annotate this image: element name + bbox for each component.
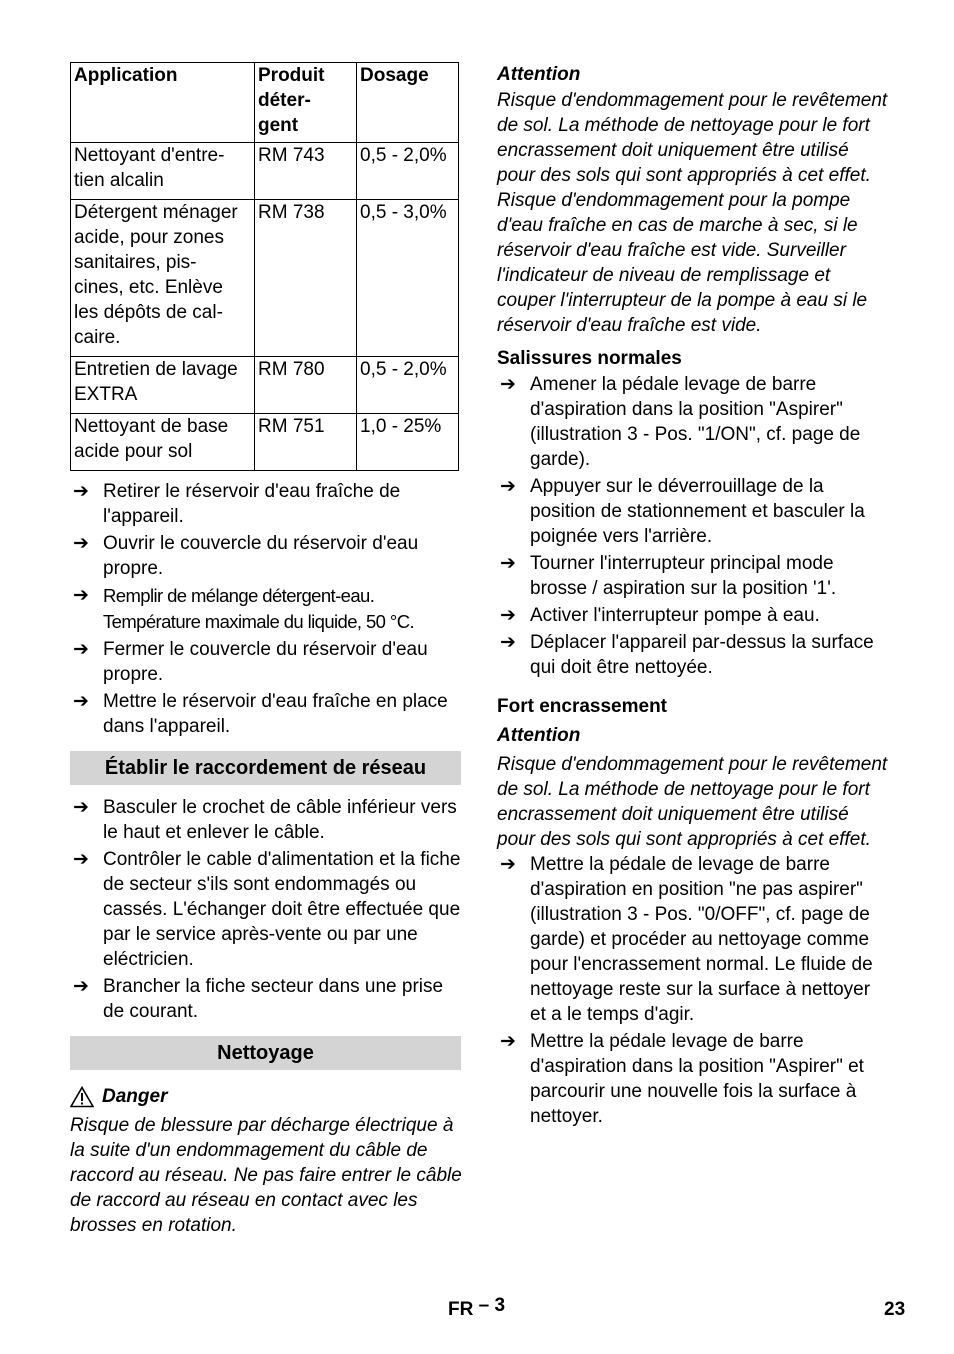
arrow-right-icon: ➔ bbox=[500, 854, 516, 875]
list-item bbox=[70, 795, 462, 845]
step-text: Brancher la fiche secteur dans une prise de courant. bbox=[103, 976, 444, 1022]
footer-language bbox=[448, 1297, 505, 1322]
step-text: Fermer le couvercle du réservoir d'eau propre. bbox=[103, 639, 428, 685]
cell-product: RM 780 bbox=[255, 357, 357, 414]
attention-text-floor: Risque d'endommagement pour le revêtement de sol. La méthode de nettoyage pour le fort encrassement doit uniquement être utilisé pour des sols qui sont appropriés à cet effet. bbox=[497, 90, 888, 186]
arrow-right-icon: ➔ bbox=[500, 632, 516, 653]
cell-text: Détergent ménager acide, pour zones sanitaires, pis- cines, etc. Enlève les dépôts de cal- caire. bbox=[74, 202, 238, 348]
attention-label: Attention bbox=[497, 64, 581, 85]
cell-application bbox=[71, 357, 255, 414]
network-steps-list bbox=[70, 795, 462, 1024]
cell-product: RM 751 bbox=[255, 414, 357, 471]
table-row bbox=[71, 357, 459, 414]
header-product-text: Produit déter- gent bbox=[258, 65, 325, 136]
table-row bbox=[71, 414, 459, 471]
cell-text: Entretien de lavage EXTRA bbox=[74, 359, 238, 405]
step-text: Amener la pédale levage de barre d'aspiration dans la position "Aspirer" (illustration 3 - Pos. "1/ON", cf. page de garde). bbox=[530, 374, 861, 470]
list-item bbox=[497, 852, 889, 1027]
danger-heading bbox=[70, 1084, 462, 1109]
arrow-right-icon: ➔ bbox=[500, 476, 516, 497]
right-column bbox=[497, 62, 889, 1131]
danger-text: Risque de blessure par décharge électrique à la suite d'un endommagement du câble de raccord au réseau. Ne pas faire entrer le câble de raccord au réseau en contact avec les brosses en rotation. bbox=[70, 1115, 462, 1236]
list-item bbox=[70, 479, 462, 529]
step-text: Tourner l'interrupteur principal mode brosse / aspiration sur la position '1'. bbox=[530, 553, 837, 599]
fill-steps-list bbox=[70, 479, 462, 739]
arrow-right-icon: ➔ bbox=[500, 1031, 516, 1052]
arrow-right-icon: ➔ bbox=[73, 797, 89, 818]
header-dosage: Dosage bbox=[357, 63, 459, 143]
step-text: Basculer le crochet de câble inférieur vers le haut et enlever le câble. bbox=[103, 797, 457, 843]
page-number: 23 bbox=[884, 1299, 906, 1320]
list-item bbox=[497, 474, 889, 549]
cell-dosage: 0,5 - 2,0% bbox=[357, 357, 459, 414]
cell-dosage: 1,0 - 25% bbox=[357, 414, 459, 471]
heavy-attention-text: Risque d'endommagement pour le revêtement de sol. La méthode de nettoyage pour le fort encrassement doit uniquement être utilisé pour des sols qui sont appropriés à cet effet. bbox=[497, 754, 888, 850]
arrow-right-icon: ➔ bbox=[500, 374, 516, 395]
list-item bbox=[70, 637, 462, 687]
cell-product: RM 743 bbox=[255, 143, 357, 200]
cell-text: Nettoyant d'entre- tien alcalin bbox=[74, 145, 225, 191]
arrow-right-icon: ➔ bbox=[73, 585, 89, 606]
normal-soiling-title: Salissures normales bbox=[497, 348, 682, 369]
list-item bbox=[70, 847, 462, 972]
cell-application bbox=[71, 143, 255, 200]
list-item bbox=[70, 583, 462, 635]
danger-label: Danger bbox=[102, 1086, 168, 1107]
list-item bbox=[70, 531, 462, 581]
cell-product: RM 738 bbox=[255, 200, 357, 357]
step-text: Mettre la pédale levage de barre d'aspiration dans la position "Aspirer" et parcourir une nouvelle fois la surface à nettoyer. bbox=[530, 1031, 864, 1127]
step-text: Retirer le réservoir d'eau fraîche de l'appareil. bbox=[103, 481, 401, 527]
cell-application bbox=[71, 414, 255, 471]
list-item bbox=[497, 551, 889, 601]
header-application: Application bbox=[71, 63, 255, 143]
footer-section: – 3 bbox=[478, 1295, 506, 1316]
step-text: Mettre la pédale de levage de barre d'aspiration en position "ne pas aspirer" (illustration 3 - Pos. "0/OFF", cf. page de garde) et procéder au nettoyage comme pour l'encrassement normal. Le fluide de nettoyage reste sur la surface à nettoyer et a le temps d'agir. bbox=[530, 854, 873, 1025]
step-text: Ouvrir le couvercle du réservoir d'eau propre. bbox=[103, 533, 419, 579]
table-header-row bbox=[71, 63, 459, 143]
cell-application bbox=[71, 200, 255, 357]
step-text: Remplir de mélange détergent-eau. Température maximale du liquide, 50 °C. bbox=[103, 585, 414, 632]
list-item bbox=[70, 974, 462, 1024]
arrow-right-icon: ➔ bbox=[73, 481, 89, 502]
header-product bbox=[255, 63, 357, 143]
warning-triangle-icon bbox=[70, 1086, 94, 1108]
list-item bbox=[497, 630, 889, 680]
arrow-right-icon: ➔ bbox=[73, 849, 89, 870]
arrow-right-icon: ➔ bbox=[73, 976, 89, 997]
cell-dosage: 0,5 - 2,0% bbox=[357, 143, 459, 200]
heavy-attention-label: Attention bbox=[497, 725, 581, 746]
heavy-soiling-title: Fort encrassement bbox=[497, 696, 668, 717]
section-title-cleaning: Nettoyage bbox=[70, 1036, 461, 1070]
cell-dosage: 0,5 - 3,0% bbox=[357, 200, 459, 357]
attention-text-pump: Risque d'endommagement pour la pompe d'eau fraîche en cas de marche à sec, si le réservoir d'eau fraîche est vide. Surveiller l'indicateur de niveau de remplissage et couper l'interrupteur de la pompe à eau si le réservoir d'eau fraîche est vide. bbox=[497, 190, 868, 336]
arrow-right-icon: ➔ bbox=[500, 553, 516, 574]
table-row bbox=[71, 200, 459, 357]
arrow-right-icon: ➔ bbox=[500, 605, 516, 626]
heavy-steps-list bbox=[497, 852, 889, 1129]
list-item bbox=[497, 603, 889, 628]
section-title-network: Établir le raccordement de réseau bbox=[70, 751, 461, 785]
list-item bbox=[70, 689, 462, 739]
cell-text: Nettoyant de base acide pour sol bbox=[74, 416, 229, 462]
step-text: Contrôler le cable d'alimentation et la fiche de secteur s'ils sont endommagés ou cassés. L'échanger doit être effectuée que par le service après-vente ou par une eléctricien. bbox=[103, 849, 461, 970]
left-column bbox=[70, 62, 462, 1238]
step-text: Activer l'interrupteur pompe à eau. bbox=[530, 605, 820, 626]
arrow-right-icon: ➔ bbox=[73, 639, 89, 660]
dosage-table bbox=[70, 62, 459, 471]
step-text: Appuyer sur le déverrouillage de la position de stationnement et basculer la poignée vers l'arrière. bbox=[530, 476, 865, 547]
step-text: Mettre le réservoir d'eau fraîche en place dans l'appareil. bbox=[103, 691, 448, 737]
list-item bbox=[497, 1029, 889, 1129]
arrow-right-icon: ➔ bbox=[73, 533, 89, 554]
footer-lang-code: FR bbox=[448, 1299, 474, 1320]
normal-steps-list bbox=[497, 372, 889, 680]
step-text: Déplacer l'appareil par-dessus la surface qui doit être nettoyée. bbox=[530, 632, 874, 678]
list-item bbox=[497, 372, 889, 472]
arrow-right-icon: ➔ bbox=[73, 691, 89, 712]
table-row bbox=[71, 143, 459, 200]
